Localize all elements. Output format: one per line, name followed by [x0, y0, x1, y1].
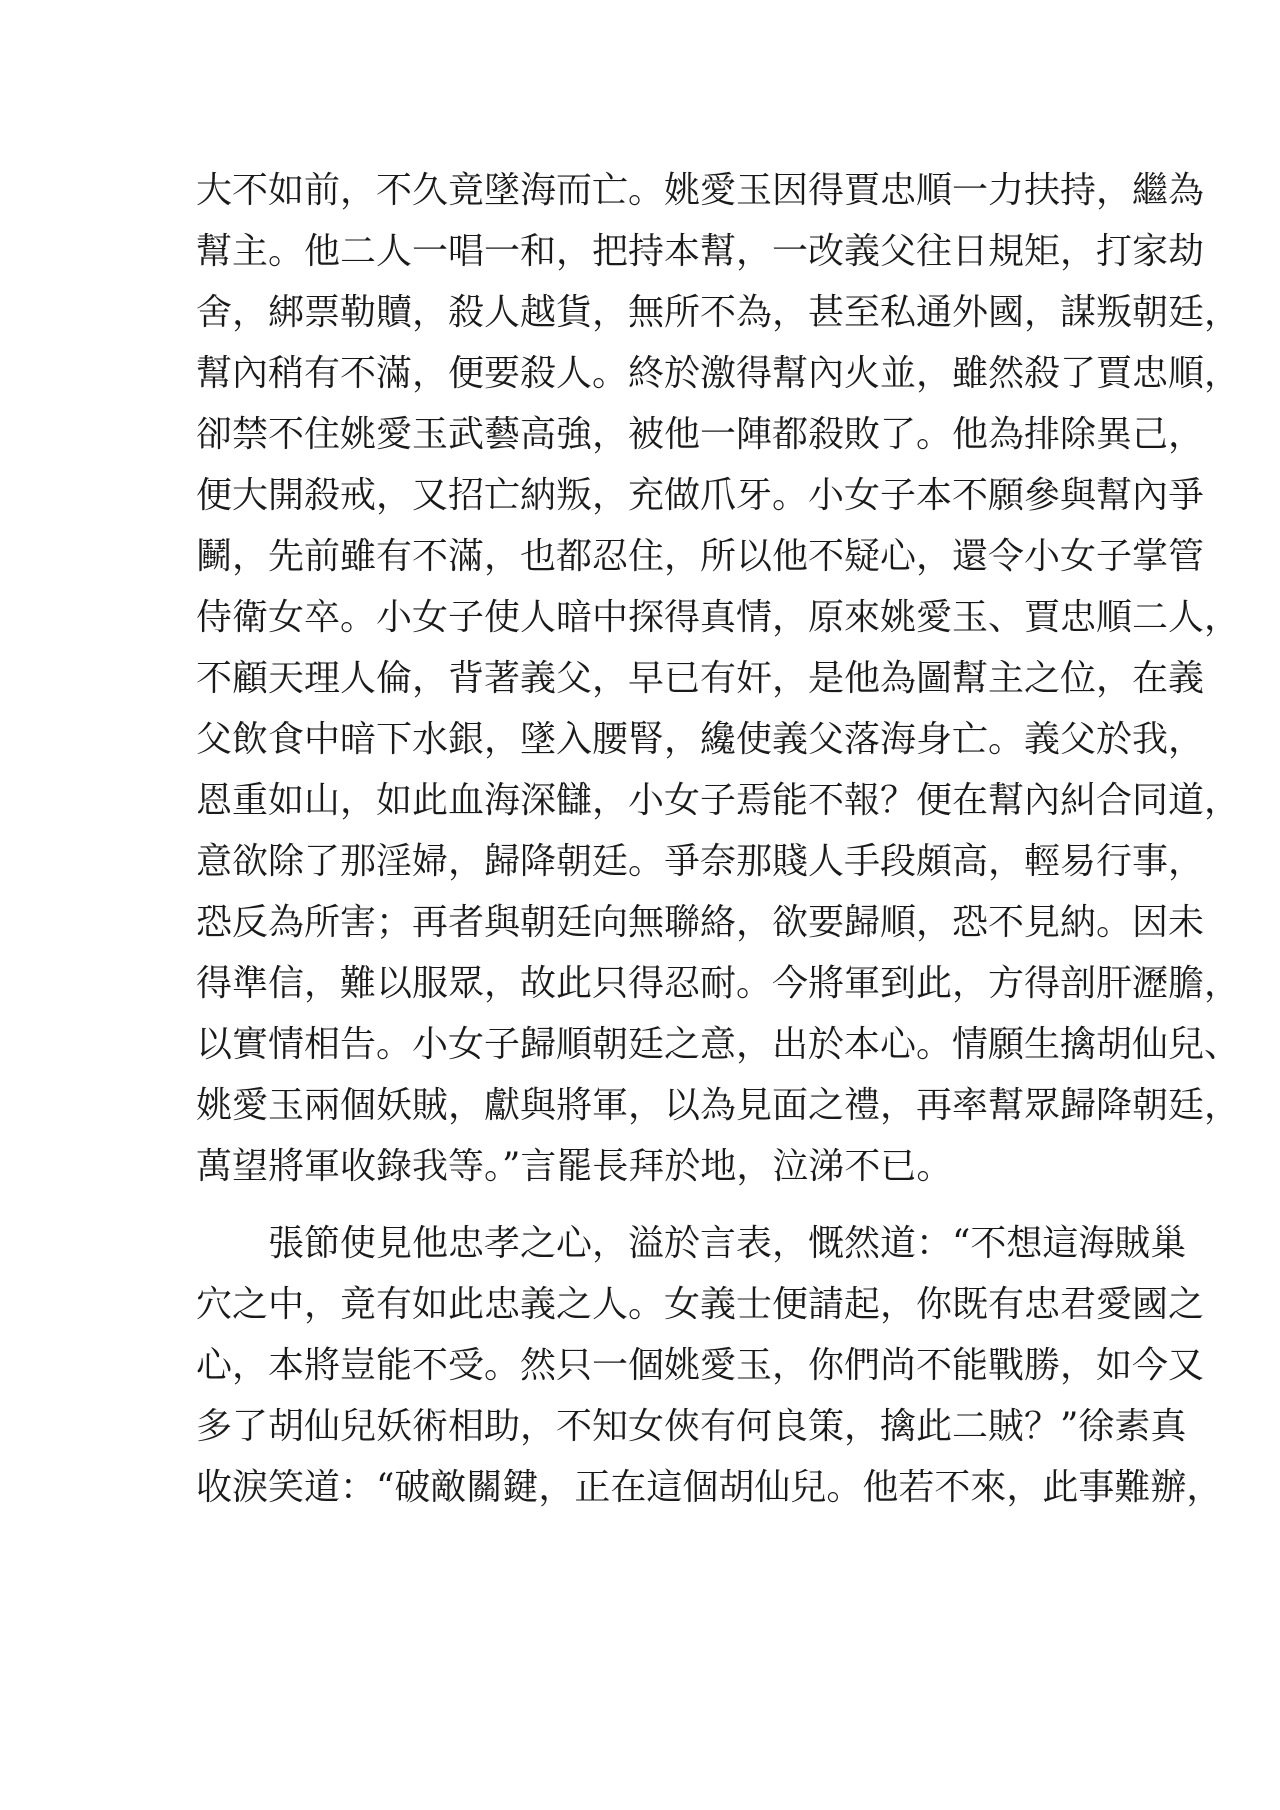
text-line: 收淚笑道：“破敵關鍵，正在這個胡仙兒。他若不來，此事難辦，	[196, 1467, 1223, 1508]
text-line: 張節使見他忠孝之心，溢於言表，慨然道：“不想這海賊巢	[268, 1223, 1187, 1264]
text-line: 鬭，先前雖有不滿，也都忍住，所以他不疑心，還令小女子掌管	[196, 536, 1205, 577]
text-line: 意欲除了那淫婦，歸降朝廷。爭奈那賤人手段頗高，輕易行事，	[196, 841, 1205, 882]
text-line: 幫主。他二人一唱一和，把持本幫，一改義父往日規矩，打家劫	[196, 231, 1205, 272]
text-line: 姚愛玉兩個妖賊，獻與將軍，以為見面之禮，再率幫眾歸降朝廷，	[196, 1085, 1241, 1126]
text-line: 恩重如山，如此血海深讎，小女子焉能不報？便在幫內糾合同道，	[196, 780, 1241, 821]
text-line: 多了胡仙兒妖術相助，不知女俠有何良策，擒此二賊？”徐素真	[196, 1406, 1187, 1447]
body-text	[196, 160, 1241, 1518]
text-line: 以實情相告。小女子歸順朝廷之意，出於本心。情願生擒胡仙兒、	[196, 1024, 1241, 1065]
text-line: 舍，綁票勒贖，殺人越貨，無所不為，甚至私通外國，謀叛朝廷，	[196, 292, 1241, 333]
text-line: 父飲食中暗下水銀，墜入腰腎，纔使義父落海身亡。義父於我，	[196, 719, 1205, 760]
text-line: 卻禁不住姚愛玉武藝高強，被他一陣都殺敗了。他為排除異己，	[196, 414, 1205, 455]
text-line: 萬望將軍收錄我等。”言罷長拜於地，泣涕不已。	[196, 1146, 953, 1187]
text-line: 得準信，難以服眾，故此只得忍耐。今將軍到此，方得剖肝瀝膽，	[196, 963, 1241, 1004]
text-line: 心，本將豈能不受。然只一個姚愛玉，你們尚不能戰勝，如今又	[196, 1345, 1205, 1386]
text-line: 侍衛女卒。小女子使人暗中探得真情，原來姚愛玉、賈忠順二人，	[196, 597, 1241, 638]
text-line: 不顧天理人倫，背著義父，早已有奸，是他為圖幫主之位，在義	[196, 658, 1205, 699]
paragraph-spacer	[196, 1197, 1096, 1213]
text-line: 恐反為所害；再者與朝廷向無聯絡，欲要歸順，恐不見納。因未	[196, 902, 1205, 943]
paragraph-2	[196, 1213, 1223, 1518]
paragraph-1	[196, 160, 1241, 1197]
text-line: 幫內稍有不滿，便要殺人。終於激得幫內火並，雖然殺了賈忠順，	[196, 353, 1241, 394]
text-line: 穴之中，竟有如此忠義之人。女義士便請起，你既有忠君愛國之	[196, 1284, 1205, 1325]
text-line: 便大開殺戒，又招亡納叛，充做爪牙。小女子本不願參與幫內爭	[196, 475, 1205, 516]
text-line: 大不如前，不久竟墜海而亡。姚愛玉因得賈忠順一力扶持，繼為	[196, 170, 1205, 211]
